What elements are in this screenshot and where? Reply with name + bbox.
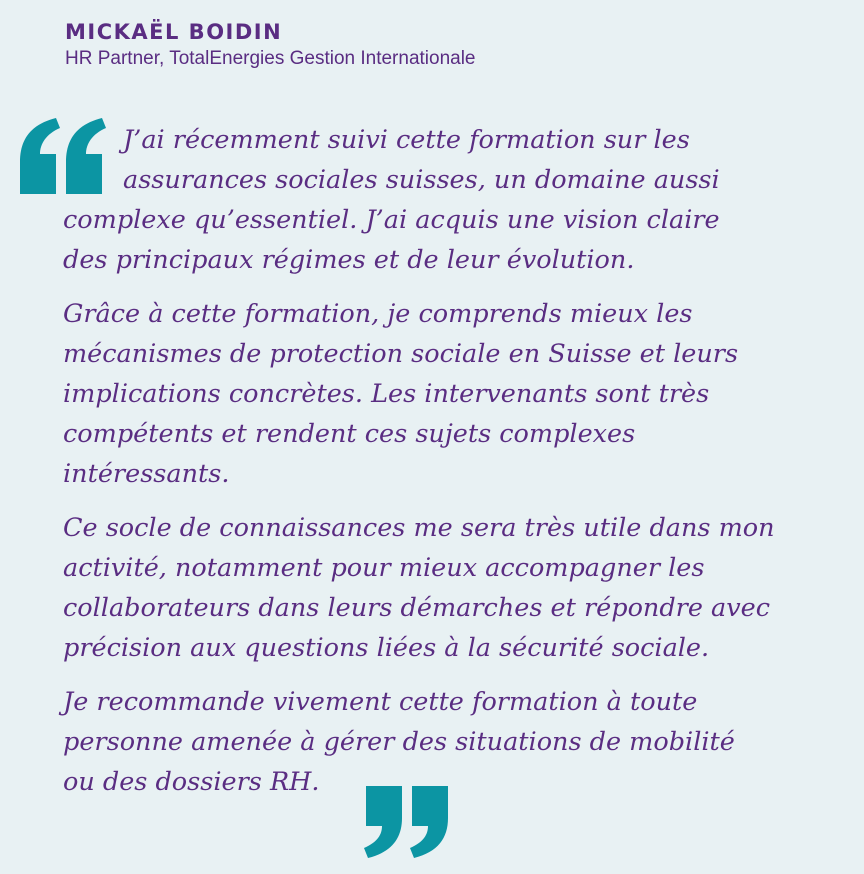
quote-line: Je recommande vivement cette formation à toute	[63, 687, 698, 717]
quote-line: précision aux questions liées à la sécurité sociale.	[63, 633, 710, 663]
quote-line: mécanismes de protection sociale en Suisse et leurs	[63, 339, 739, 369]
author-role: HR Partner, TotalEnergies Gestion Internationale	[65, 48, 476, 69]
quote-line: Ce socle de connaissances me sera très utile dans mon	[63, 513, 775, 543]
quote-paragraph	[63, 682, 853, 802]
quote-line: activité, notamment pour mieux accompagner les	[63, 553, 705, 583]
open-quote-mark-left	[20, 118, 60, 194]
quote-line: implications concrètes. Les intervenants sont très	[63, 379, 710, 409]
quote-line: Grâce à cette formation, je comprends mieux les	[63, 299, 693, 329]
close-quote-mark-left	[364, 786, 402, 858]
quote-line: personne amenée à gérer des situations de mobilité	[63, 727, 735, 757]
quote-line: ou des dossiers RH.	[63, 767, 320, 797]
quote-line: collaborateurs dans leurs démarches et répondre avec	[63, 593, 771, 623]
quote-line: assurances sociales suisses, un domaine aussi	[123, 165, 720, 195]
author-name: MICKAËL BOIDIN	[65, 20, 283, 44]
close-quote-mark-right	[410, 786, 448, 858]
quote-line: intéressants.	[63, 459, 230, 489]
quote-paragraph	[63, 294, 853, 494]
author-header	[65, 18, 476, 72]
quote-line: des principaux régimes et de leur évolution.	[63, 245, 635, 275]
testimonial-quote	[63, 120, 853, 816]
quote-line: compétents et rendent ces sujets complexes	[63, 419, 636, 449]
quote-line: complexe qu’essentiel. J’ai acquis une vision claire	[63, 205, 720, 235]
quote-line: J’ai récemment suivi cette formation sur les	[123, 125, 690, 155]
close-quote-icon	[360, 786, 452, 858]
quote-paragraph	[63, 508, 853, 668]
quote-paragraph	[63, 120, 853, 280]
